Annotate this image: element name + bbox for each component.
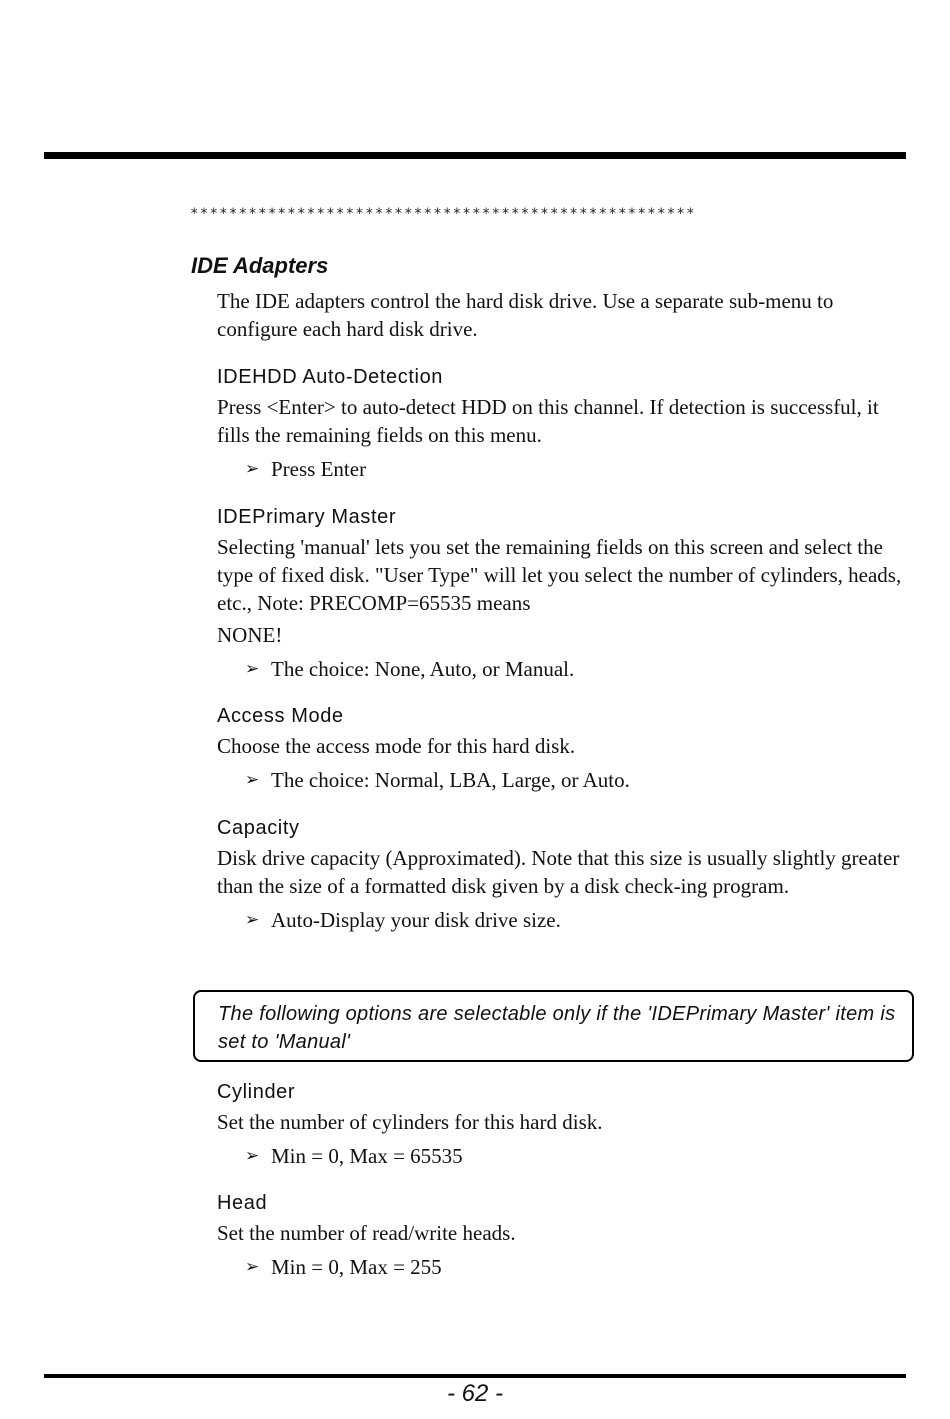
arrow-bullet-icon: ➢ [245, 1257, 260, 1277]
arrow-bullet-icon: ➢ [245, 459, 260, 479]
item-choice [245, 455, 907, 483]
item-ide-hdd-auto-detection [217, 364, 907, 483]
item-note: NONE! [217, 623, 283, 647]
item-choice-text: The choice: None, Auto, or Manual. [271, 657, 575, 681]
item-choice-text: Min = 0, Max = 255 [271, 1255, 442, 1279]
item-description: Press <Enter> to auto-detect HDD on this channel. If detection is successful, it fills the remaining fields on this menu. [217, 395, 879, 447]
manual-mode-notice: The following options are selectable only if the 'IDEPrimary Master' item is set to 'Manual' [193, 990, 914, 1062]
star-separator: **************************************************** [190, 206, 696, 222]
item-title: IDEPrimary Master [217, 506, 397, 528]
page-number: - 62 - [446, 1380, 503, 1407]
item-choice-text: Press Enter [271, 457, 367, 481]
item-description: Set the number of cylinders for this hard disk. [217, 1110, 603, 1134]
item-description: Set the number of read/write heads. [217, 1221, 516, 1245]
item-capacity [217, 815, 907, 934]
arrow-bullet-icon: ➢ [245, 910, 260, 930]
item-choice [245, 655, 907, 683]
bottom-rule [44, 1374, 906, 1378]
item-choice [245, 1142, 907, 1170]
item-cylinder [217, 1079, 907, 1170]
item-title: Capacity [217, 817, 300, 839]
arrow-bullet-icon: ➢ [245, 659, 260, 679]
item-title: Cylinder [217, 1081, 296, 1103]
item-choice-text: The choice: Normal, LBA, Large, or Auto. [271, 768, 630, 792]
top-rule [44, 152, 906, 159]
item-description: Selecting 'manual' lets you set the remaining fields on this screen and select the type of fixed disk. "User Type" will let you select the number of cylinders, heads, etc., Note: PRECOMP=65535 means [217, 535, 902, 615]
item-head [217, 1190, 907, 1281]
arrow-bullet-icon: ➢ [245, 770, 260, 790]
section-intro: The IDE adapters control the hard disk drive. Use a separate sub-menu to configure each hard disk drive. [217, 289, 834, 341]
item-access-mode [217, 703, 907, 794]
item-choice [245, 1253, 907, 1281]
item-title: IDEHDD Auto-Detection [217, 366, 444, 388]
item-description: Disk drive capacity (Approximated). Note that this size is usually slightly greater than the size of a formatted disk given by a disk check-ing program. [217, 846, 900, 898]
item-ide-primary-master [217, 504, 907, 683]
item-choice [245, 906, 907, 934]
item-title: Access Mode [217, 705, 344, 727]
item-choice [245, 766, 907, 794]
item-choice-text: Min = 0, Max = 65535 [271, 1144, 463, 1168]
item-choice-text: Auto-Display your disk drive size. [271, 908, 561, 932]
section-title: IDE Adapters [191, 253, 329, 278]
item-title: Head [217, 1192, 268, 1214]
item-description: Choose the access mode for this hard disk. [217, 734, 576, 758]
arrow-bullet-icon: ➢ [245, 1146, 260, 1166]
